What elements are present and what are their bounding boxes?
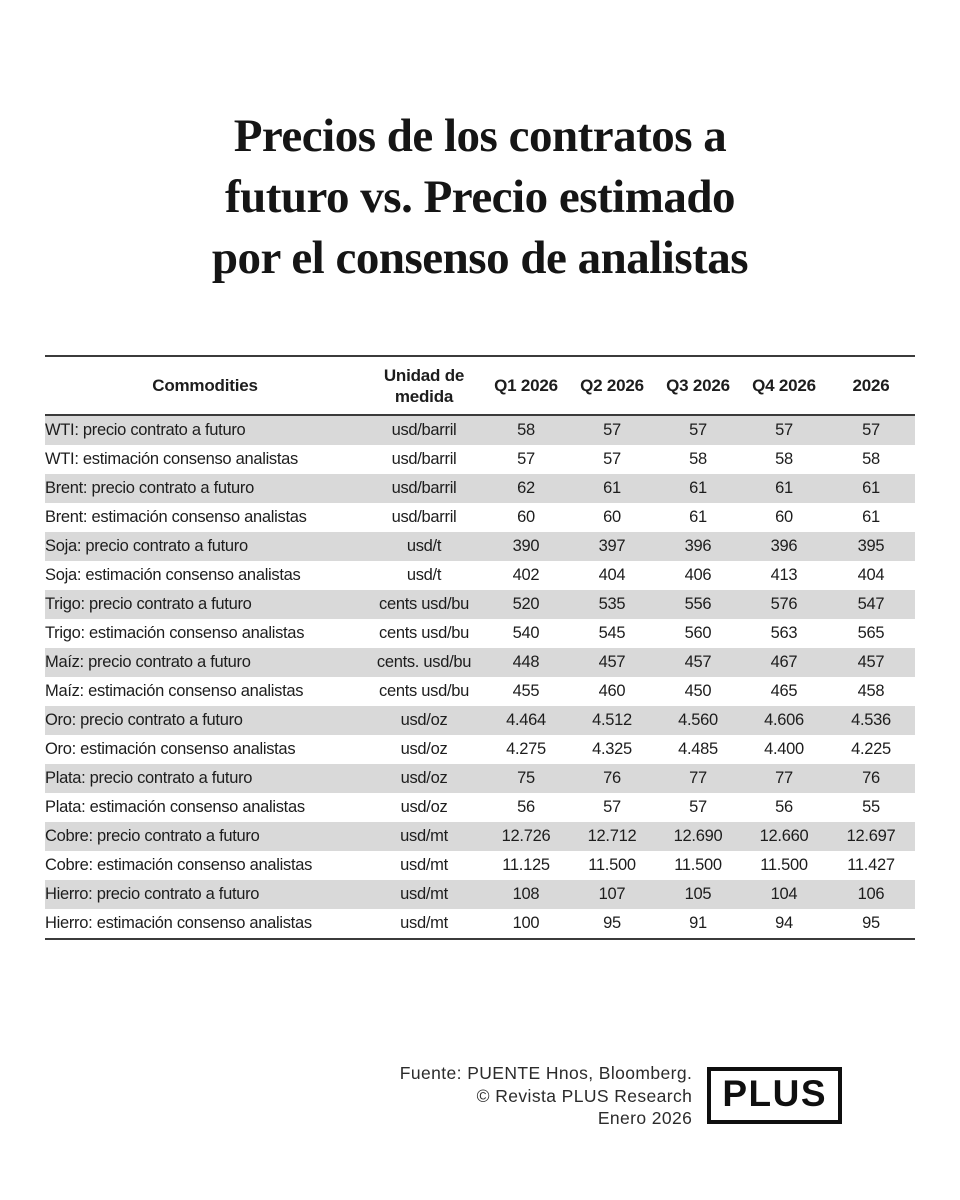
value-cell: 58 bbox=[862, 450, 880, 468]
value-cell: 61 bbox=[862, 479, 880, 497]
commodities-table bbox=[45, 355, 915, 940]
title-line-2: futuro vs. Precio estimado bbox=[224, 171, 736, 223]
table-row bbox=[45, 880, 915, 909]
value-cell: 396 bbox=[770, 537, 798, 555]
value-cell: 448 bbox=[512, 653, 540, 671]
title-line-3: por el consenso de analistas bbox=[211, 232, 749, 284]
table-row bbox=[45, 445, 915, 474]
value-cell: 395 bbox=[857, 537, 885, 555]
value-cell: 413 bbox=[770, 566, 798, 584]
table-row bbox=[45, 503, 915, 532]
value-cell: 106 bbox=[857, 885, 885, 903]
unit-cell: cents usd/bu bbox=[379, 624, 469, 642]
value-cell: 4.485 bbox=[678, 740, 718, 758]
value-cell: 108 bbox=[512, 885, 540, 903]
value-cell: 94 bbox=[775, 914, 793, 932]
value-cell: 55 bbox=[862, 798, 880, 816]
value-cell: 76 bbox=[862, 769, 880, 787]
source-line-3: Enero 2026 bbox=[597, 1108, 693, 1128]
commodity-name-cell: Hierro: estimación consenso analistas bbox=[45, 914, 312, 932]
unit-cell: usd/mt bbox=[400, 885, 448, 903]
source-line-1: Fuente: PUENTE Hnos, Bloomberg. bbox=[399, 1063, 693, 1083]
value-cell: 95 bbox=[603, 914, 621, 932]
source-attribution bbox=[400, 1062, 693, 1130]
value-cell: 58 bbox=[689, 450, 707, 468]
commodity-name-cell: Cobre: precio contrato a futuro bbox=[45, 827, 260, 845]
value-cell: 535 bbox=[598, 595, 626, 613]
value-cell: 11.500 bbox=[674, 856, 722, 874]
unit-cell: usd/oz bbox=[400, 740, 448, 758]
value-cell: 467 bbox=[770, 653, 798, 671]
commodity-name-cell: Trigo: estimación consenso analistas bbox=[45, 624, 305, 642]
value-cell: 4.400 bbox=[764, 740, 804, 758]
table-row bbox=[45, 677, 915, 706]
column-header-q1-2026: Q1 2026 bbox=[483, 356, 569, 415]
value-cell: 104 bbox=[770, 885, 798, 903]
value-cell: 62 bbox=[517, 479, 535, 497]
unit-cell: usd/barril bbox=[391, 450, 457, 468]
value-cell: 455 bbox=[512, 682, 540, 700]
value-cell: 457 bbox=[598, 653, 626, 671]
unit-cell: usd/oz bbox=[400, 798, 448, 816]
value-cell: 563 bbox=[770, 624, 798, 642]
table-row bbox=[45, 474, 915, 503]
value-cell: 57 bbox=[603, 421, 621, 439]
unit-cell: usd/mt bbox=[400, 827, 448, 845]
commodity-name-cell: Soja: precio contrato a futuro bbox=[45, 537, 248, 555]
value-cell: 406 bbox=[684, 566, 712, 584]
commodity-name-cell: Plata: estimación consenso analistas bbox=[45, 798, 305, 816]
value-cell: 12.726 bbox=[501, 827, 551, 845]
value-cell: 107 bbox=[598, 885, 626, 903]
value-cell: 12.660 bbox=[759, 827, 809, 845]
table-row bbox=[45, 648, 915, 677]
unit-cell: usd/mt bbox=[400, 856, 448, 874]
commodity-name-cell: Maíz: precio contrato a futuro bbox=[45, 653, 251, 671]
value-cell: 465 bbox=[770, 682, 798, 700]
column-header-2026: 2026 bbox=[827, 356, 915, 415]
value-cell: 520 bbox=[512, 595, 540, 613]
unit-cell: cents usd/bu bbox=[379, 682, 469, 700]
column-header-unit: Unidad de medida bbox=[365, 356, 483, 415]
value-cell: 60 bbox=[775, 508, 793, 526]
value-cell: 95 bbox=[862, 914, 880, 932]
unit-cell: usd/barril bbox=[391, 479, 457, 497]
value-cell: 4.275 bbox=[506, 740, 546, 758]
commodity-name-cell: Brent: precio contrato a futuro bbox=[45, 479, 254, 497]
commodity-name-cell: Oro: estimación consenso analistas bbox=[45, 740, 296, 758]
value-cell: 4.325 bbox=[592, 740, 632, 758]
value-cell: 12.697 bbox=[846, 827, 896, 845]
value-cell: 576 bbox=[770, 595, 798, 613]
value-cell: 61 bbox=[775, 479, 793, 497]
value-cell: 547 bbox=[857, 595, 885, 613]
commodity-name-cell: Plata: precio contrato a futuro bbox=[45, 769, 253, 787]
value-cell: 77 bbox=[689, 769, 707, 787]
table-row bbox=[45, 909, 915, 939]
unit-cell: usd/barril bbox=[391, 421, 457, 439]
unit-cell: cents usd/bu bbox=[379, 595, 469, 613]
value-cell: 404 bbox=[598, 566, 626, 584]
value-cell: 560 bbox=[684, 624, 712, 642]
value-cell: 397 bbox=[598, 537, 626, 555]
table-row bbox=[45, 532, 915, 561]
value-cell: 4.512 bbox=[592, 711, 632, 729]
value-cell: 545 bbox=[598, 624, 626, 642]
value-cell: 77 bbox=[775, 769, 793, 787]
value-cell: 457 bbox=[857, 653, 885, 671]
value-cell: 61 bbox=[689, 508, 707, 526]
value-cell: 57 bbox=[517, 450, 535, 468]
unit-cell: usd/barril bbox=[391, 508, 457, 526]
value-cell: 12.690 bbox=[673, 827, 723, 845]
value-cell: 56 bbox=[775, 798, 793, 816]
value-cell: 11.125 bbox=[502, 856, 550, 874]
value-cell: 75 bbox=[517, 769, 535, 787]
commodity-name-cell: Cobre: estimación consenso analistas bbox=[45, 856, 313, 874]
value-cell: 57 bbox=[862, 421, 880, 439]
column-header-commodities: Commodities bbox=[45, 356, 365, 415]
table-row bbox=[45, 793, 915, 822]
value-cell: 4.225 bbox=[851, 740, 891, 758]
value-cell: 56 bbox=[517, 798, 535, 816]
table-row bbox=[45, 822, 915, 851]
commodity-name-cell: Hierro: precio contrato a futuro bbox=[45, 885, 260, 903]
column-header-q2-2026: Q2 2026 bbox=[569, 356, 655, 415]
title-line-1: Precios de los contratos a bbox=[233, 110, 727, 162]
value-cell: 457 bbox=[684, 653, 712, 671]
value-cell: 58 bbox=[775, 450, 793, 468]
value-cell: 11.500 bbox=[588, 856, 636, 874]
value-cell: 57 bbox=[689, 798, 707, 816]
commodity-name-cell: Oro: precio contrato a futuro bbox=[45, 711, 243, 729]
value-cell: 58 bbox=[517, 421, 535, 439]
table-row bbox=[45, 415, 915, 445]
value-cell: 57 bbox=[603, 450, 621, 468]
value-cell: 11.500 bbox=[760, 856, 808, 874]
unit-cell: usd/t bbox=[406, 537, 442, 555]
table-row bbox=[45, 619, 915, 648]
value-cell: 402 bbox=[512, 566, 540, 584]
value-cell: 61 bbox=[603, 479, 621, 497]
value-cell: 61 bbox=[862, 508, 880, 526]
value-cell: 76 bbox=[603, 769, 621, 787]
unit-cell: usd/oz bbox=[400, 769, 448, 787]
table-row bbox=[45, 590, 915, 619]
table-row bbox=[45, 706, 915, 735]
value-cell: 450 bbox=[684, 682, 712, 700]
column-header-q4-2026: Q4 2026 bbox=[741, 356, 827, 415]
unit-cell: cents. usd/bu bbox=[376, 653, 472, 671]
value-cell: 4.536 bbox=[851, 711, 891, 729]
value-cell: 105 bbox=[684, 885, 712, 903]
value-cell: 91 bbox=[689, 914, 707, 932]
value-cell: 57 bbox=[603, 798, 621, 816]
value-cell: 4.560 bbox=[678, 711, 718, 729]
value-cell: 11.427 bbox=[847, 856, 895, 874]
footer bbox=[0, 1062, 960, 1130]
value-cell: 396 bbox=[684, 537, 712, 555]
table-row bbox=[45, 764, 915, 793]
value-cell: 4.464 bbox=[506, 711, 546, 729]
value-cell: 61 bbox=[689, 479, 707, 497]
commodity-name-cell: WTI: estimación consenso analistas bbox=[45, 450, 298, 468]
page-title bbox=[0, 0, 960, 289]
value-cell: 60 bbox=[603, 508, 621, 526]
commodity-name-cell: Brent: estimación consenso analistas bbox=[45, 508, 307, 526]
table-row bbox=[45, 561, 915, 590]
commodity-name-cell: WTI: precio contrato a futuro bbox=[45, 421, 246, 439]
unit-cell: usd/oz bbox=[400, 711, 448, 729]
commodity-name-cell: Maíz: estimación consenso analistas bbox=[45, 682, 304, 700]
table-header-row bbox=[45, 356, 915, 415]
unit-cell: usd/t bbox=[406, 566, 442, 584]
value-cell: 12.712 bbox=[587, 827, 637, 845]
value-cell: 460 bbox=[598, 682, 626, 700]
value-cell: 556 bbox=[684, 595, 712, 613]
table-row bbox=[45, 735, 915, 764]
value-cell: 458 bbox=[857, 682, 885, 700]
value-cell: 60 bbox=[517, 508, 535, 526]
commodity-name-cell: Soja: estimación consenso analistas bbox=[45, 566, 301, 584]
column-header-q3-2026: Q3 2026 bbox=[655, 356, 741, 415]
value-cell: 100 bbox=[512, 914, 540, 932]
plus-logo: PLUS bbox=[707, 1067, 842, 1124]
value-cell: 390 bbox=[512, 537, 540, 555]
value-cell: 57 bbox=[775, 421, 793, 439]
unit-cell: usd/mt bbox=[400, 914, 448, 932]
value-cell: 565 bbox=[857, 624, 885, 642]
value-cell: 57 bbox=[689, 421, 707, 439]
value-cell: 4.606 bbox=[764, 711, 804, 729]
commodity-name-cell: Trigo: precio contrato a futuro bbox=[45, 595, 252, 613]
value-cell: 540 bbox=[512, 624, 540, 642]
value-cell: 404 bbox=[857, 566, 885, 584]
source-line-2: © Revista PLUS Research bbox=[476, 1085, 693, 1106]
table-row bbox=[45, 851, 915, 880]
